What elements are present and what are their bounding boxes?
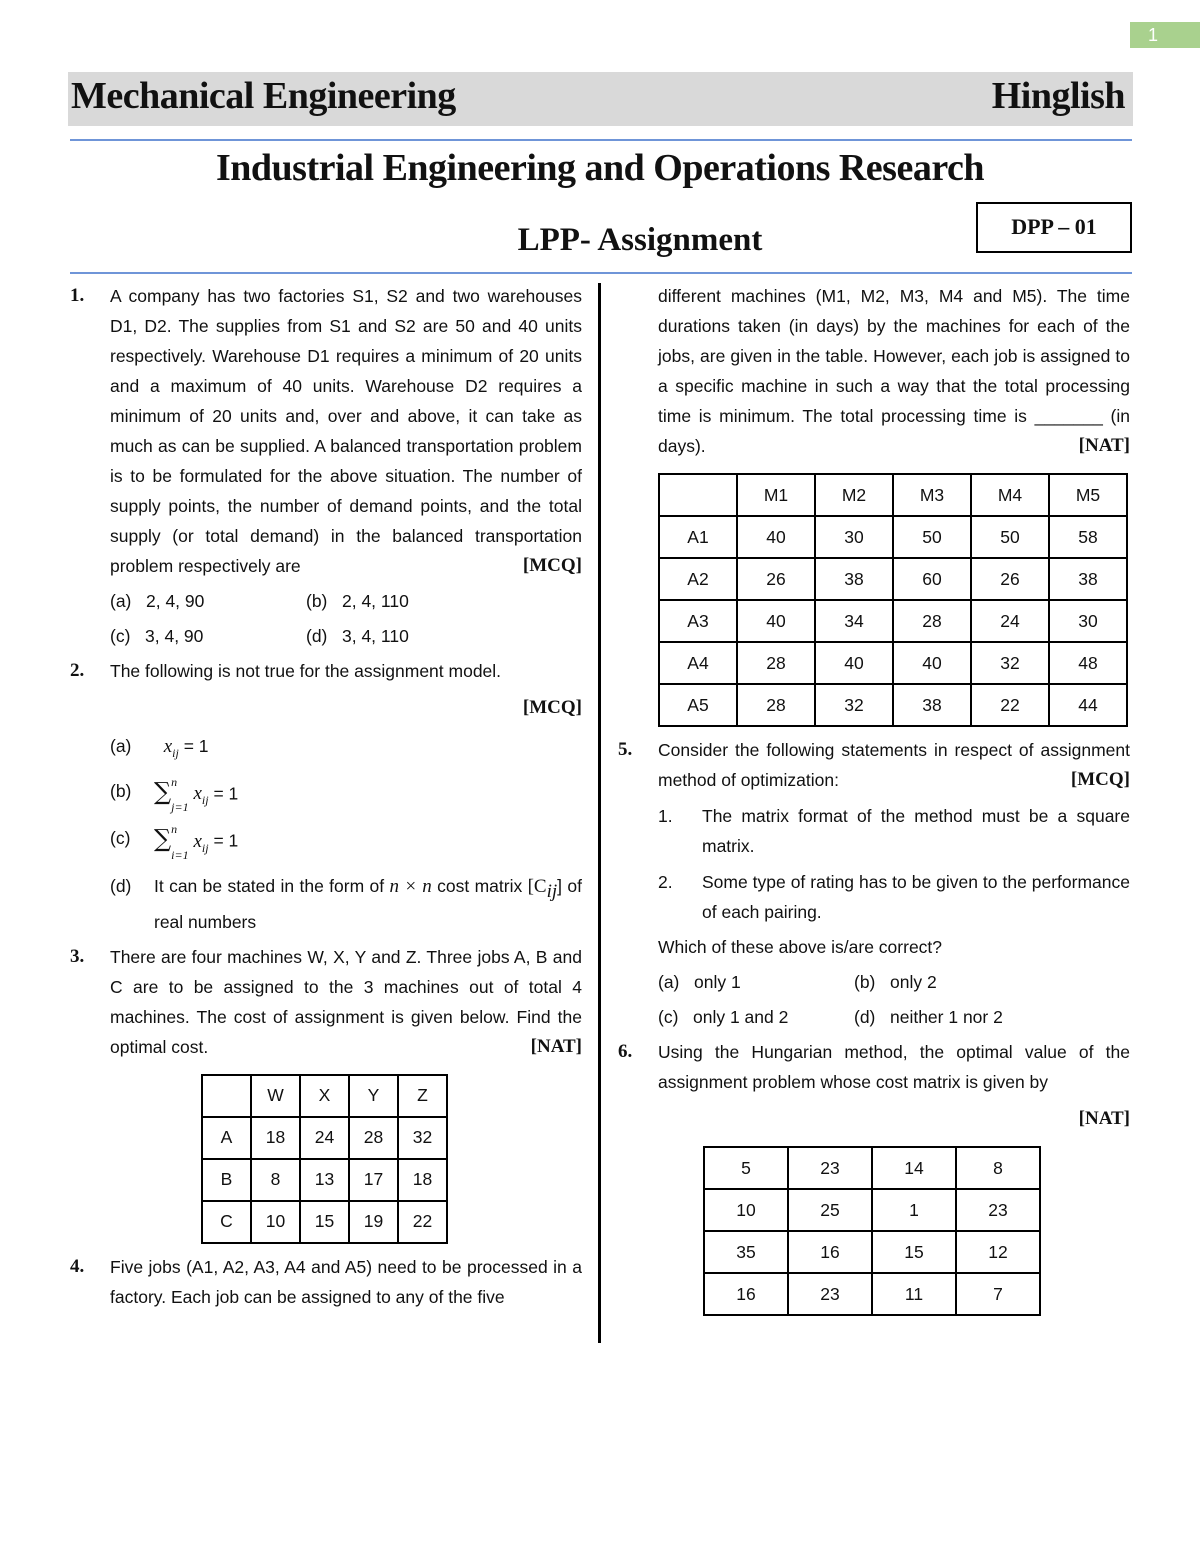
question-text: different machines (M1, M2, M3, M4 and M5). The time durations taken (in days) by the machines for each of the jobs, are given in the table. However, each job is assigned to a specific machine in such a way that the total processing time is minimum. The total processing time is _______ (in days).: [658, 286, 1130, 456]
question-type-tag: [NAT]: [1078, 435, 1130, 456]
question-2: [70, 656, 582, 937]
language-label: Hinglish: [991, 75, 1125, 117]
option-text: 3, 4, 90: [145, 626, 204, 646]
option-text: 2, 4, 90: [145, 591, 205, 611]
table-cell: 18: [251, 1117, 300, 1159]
column-divider: [598, 283, 601, 1343]
table-row: [659, 558, 1127, 600]
option-a[interactable]: [110, 731, 582, 768]
option-c[interactable]: [110, 823, 582, 862]
option-b[interactable]: [306, 586, 502, 616]
table-cell: 48: [1049, 642, 1127, 684]
table-cell: M5: [1049, 474, 1127, 516]
text: [C: [527, 875, 547, 897]
option-label: (a): [658, 972, 680, 992]
divider-line: [70, 139, 1132, 141]
question-number: 1.: [70, 285, 85, 306]
math-equals: = 1: [213, 830, 239, 851]
table-cell: 16: [788, 1231, 872, 1273]
question-number: 2.: [70, 660, 85, 681]
math-subscript: ij: [201, 793, 209, 808]
option-label: (b): [110, 780, 132, 801]
table-cell: 32: [971, 642, 1049, 684]
table-cell: 22: [398, 1201, 447, 1243]
sum-limits: [171, 776, 188, 814]
option-text: neither 1 nor 2: [889, 1007, 1003, 1027]
table-cell: B: [202, 1159, 251, 1201]
question-type-tag: [NAT]: [530, 1035, 582, 1057]
table-cell: 28: [737, 642, 815, 684]
math-subscript: ij: [201, 840, 209, 855]
table-cell: M4: [971, 474, 1049, 516]
question-number: 5.: [618, 739, 633, 760]
option-math-row: [154, 731, 209, 768]
table-cell: 18: [398, 1159, 447, 1201]
table-cell: [659, 474, 737, 516]
option-d[interactable]: [110, 871, 582, 937]
option-math: [193, 830, 209, 855]
statement-number: 1.: [658, 806, 673, 826]
option-label: (b): [306, 591, 328, 611]
table-cell: X: [300, 1075, 349, 1117]
table-cell: 23: [788, 1273, 872, 1315]
table-cell: M3: [893, 474, 971, 516]
table-cell: 16: [704, 1273, 788, 1315]
table-row: [659, 684, 1127, 726]
time-table-q4: [658, 473, 1128, 727]
table-row: [202, 1201, 447, 1243]
sum-upper: n: [171, 774, 178, 789]
option-math: [163, 736, 179, 760]
question-text: A company has two factories S1, S2 and two warehouses D1, D2. The supplies from S1 and S2 are 50 and 40 units respectively. Warehouse D1 requires a minimum of 20 units and a maximum of 40 units. Warehouse D2 requires a minimum of 20 units and, over and above, it can take as much as can be supplied. A balanced transportation problem is to be formulated for the above situation. The number of supply points, the number of demand points, and the total supply (or total demand) in the balanced transportation problem respectively are: [110, 286, 582, 576]
table-cell: 10: [251, 1201, 300, 1243]
table-cell: 17: [349, 1159, 398, 1201]
table-cell: M2: [815, 474, 893, 516]
table-cell: 34: [815, 600, 893, 642]
table-header-row: [659, 474, 1127, 516]
option-text: 2, 4, 110: [341, 591, 409, 611]
question-type-tag: [NAT]: [1078, 1108, 1130, 1129]
table-cell: A5: [659, 684, 737, 726]
option-text: 3, 4, 110: [341, 626, 409, 646]
question-body: [110, 281, 582, 581]
table-cell: 28: [349, 1117, 398, 1159]
left-column: [70, 281, 582, 1317]
sum-limits: [171, 823, 188, 861]
option-math-row: [154, 823, 238, 862]
options-row: [658, 967, 1130, 997]
math-equals: = 1: [183, 736, 209, 756]
subject-label: Mechanical Engineering: [71, 75, 456, 117]
option-c[interactable]: [658, 1002, 854, 1032]
cost-matrix-q6: [703, 1146, 1041, 1316]
question-number: 3.: [70, 945, 85, 967]
option-label: (c): [658, 1007, 679, 1027]
table-cell: 15: [872, 1231, 956, 1273]
question-1: [70, 281, 582, 651]
table-cell: 5: [704, 1147, 788, 1189]
table-cell: 38: [893, 684, 971, 726]
option-d[interactable]: [854, 1002, 1003, 1032]
math: [527, 875, 558, 902]
table-cell: 10: [704, 1189, 788, 1231]
sigma-symbol: ∑: [154, 777, 172, 806]
math-subscript: ij: [546, 880, 558, 902]
table-cell: 15: [300, 1201, 349, 1243]
table-cell: 30: [815, 516, 893, 558]
question-text: Consider the following statements in respect of assignment method of optimization:: [658, 740, 1130, 790]
option-a[interactable]: [110, 586, 306, 616]
math-var: x: [163, 736, 173, 757]
question-prompt: Which of these above is/are correct?: [658, 937, 943, 957]
statement-text: Some type of rating has to be given to the performance of each pairing.: [702, 872, 1130, 922]
question-4-continued: [618, 281, 1130, 727]
table-cell: 50: [971, 516, 1049, 558]
header-band: [68, 72, 1133, 126]
table-row: [659, 642, 1127, 684]
document-subtitle: LPP- Assignment: [517, 222, 763, 258]
table-cell: A3: [659, 600, 737, 642]
option-label: (a): [110, 736, 132, 756]
question-3: [70, 942, 582, 1244]
table-cell: 25: [788, 1189, 872, 1231]
table-cell: A: [202, 1117, 251, 1159]
options-row: [110, 621, 582, 651]
option-text: only 1 and 2: [693, 1007, 789, 1027]
table-cell: A2: [659, 558, 737, 600]
table-cell: Z: [398, 1075, 447, 1117]
question-text: Five jobs (A1, A2, A3, A4 and A5) need to be processed in a factory. Each job can be assigned to any of the five: [110, 1256, 582, 1307]
option-a[interactable]: [658, 967, 854, 997]
table-cell: 8: [251, 1159, 300, 1201]
table-cell: Y: [349, 1075, 398, 1117]
table-cell: 13: [300, 1159, 349, 1201]
question-text: Using the Hungarian method, the optimal value of the assignment problem whose cost matrix is given by: [658, 1042, 1130, 1092]
table-cell: 40: [737, 516, 815, 558]
table-cell: 40: [893, 642, 971, 684]
table-cell: 1: [872, 1189, 956, 1231]
sum-upper: n: [171, 822, 178, 837]
table-cell: 11: [872, 1273, 956, 1315]
table-row: [704, 1231, 1040, 1273]
question-type-tag: [MCQ]: [522, 697, 582, 718]
math-equals: = 1: [213, 783, 239, 804]
table-cell: 23: [956, 1189, 1040, 1231]
table-cell: [202, 1075, 251, 1117]
page-number: 1: [1130, 22, 1200, 48]
table-cell: 35: [704, 1231, 788, 1273]
statement-2: [658, 867, 1130, 927]
table-cell: 30: [1049, 600, 1127, 642]
option-label: (c): [110, 828, 131, 849]
table-cell: 8: [956, 1147, 1040, 1189]
option-math: [193, 783, 209, 808]
table-cell: 23: [788, 1147, 872, 1189]
right-column: [618, 281, 1130, 1324]
table-cell: 38: [815, 558, 893, 600]
question-4: [70, 1252, 582, 1312]
table-cell: 44: [1049, 684, 1127, 726]
table-cell: 28: [737, 684, 815, 726]
dpp-badge: DPP – 01: [976, 202, 1132, 253]
table-row: [704, 1273, 1040, 1315]
table-cell: 50: [893, 516, 971, 558]
question-body: [658, 281, 1130, 461]
table-row: [202, 1117, 447, 1159]
table-cell: 60: [893, 558, 971, 600]
options-row: [658, 1002, 1130, 1032]
sum-lower: i=1: [171, 847, 189, 862]
table-cell: 7: [956, 1273, 1040, 1315]
table-cell: 24: [971, 600, 1049, 642]
option-d[interactable]: [306, 621, 502, 651]
question-body: [658, 735, 1130, 795]
question-6: [618, 1037, 1130, 1316]
text: It can be stated in the form of: [154, 875, 385, 896]
question-type-tag: [MCQ]: [522, 555, 582, 576]
table-cell: 28: [893, 600, 971, 642]
table-cell: 14: [872, 1147, 956, 1189]
table-cell: 40: [815, 642, 893, 684]
table-row: [704, 1189, 1040, 1231]
math: n × n: [389, 875, 432, 897]
math-subscript: ij: [172, 745, 179, 760]
table-row: [659, 516, 1127, 558]
table-cell: 26: [737, 558, 815, 600]
cost-table-q3: [201, 1074, 448, 1244]
table-row: [704, 1147, 1040, 1189]
sum-lower: j=1: [171, 799, 189, 814]
sigma-symbol: ∑: [154, 824, 172, 853]
table-cell: 38: [1049, 558, 1127, 600]
table-header-row: [202, 1075, 447, 1117]
table-cell: 32: [398, 1117, 447, 1159]
option-label: (d): [306, 626, 328, 646]
option-label: (d): [854, 1007, 876, 1027]
document-title: Industrial Engineering and Operations Research: [215, 147, 985, 189]
option-b[interactable]: [854, 967, 937, 997]
divider-line: [70, 272, 1132, 274]
table-cell: 32: [815, 684, 893, 726]
question-number: 6.: [618, 1041, 633, 1062]
question-number: 4.: [70, 1255, 85, 1277]
question-type-tag: [MCQ]: [1070, 769, 1130, 790]
table-cell: C: [202, 1201, 251, 1243]
text: ] of real numbers: [154, 875, 582, 932]
options-row: [110, 586, 582, 616]
table-cell: W: [251, 1075, 300, 1117]
question-5: [618, 735, 1130, 1032]
table-row: [659, 600, 1127, 642]
option-b[interactable]: [110, 776, 582, 815]
option-label: (c): [110, 626, 131, 646]
option-text: only 1: [693, 972, 741, 992]
table-cell: M1: [737, 474, 815, 516]
table-cell: 12: [956, 1231, 1040, 1273]
table-cell: 58: [1049, 516, 1127, 558]
table-cell: 26: [971, 558, 1049, 600]
table-cell: A4: [659, 642, 737, 684]
question-body: [110, 942, 582, 1062]
option-c[interactable]: [110, 621, 306, 651]
table-row: [202, 1159, 447, 1201]
statement-number: 2.: [658, 872, 673, 892]
table-cell: 19: [349, 1201, 398, 1243]
option-label: (a): [110, 591, 132, 611]
statement-1: [658, 801, 1130, 861]
option-text: only 2: [889, 972, 937, 992]
math-var: x: [193, 783, 202, 805]
table-cell: 22: [971, 684, 1049, 726]
option-label: (d): [110, 875, 132, 896]
option-text: [154, 871, 582, 937]
option-label: (b): [854, 972, 876, 992]
table-cell: 40: [737, 600, 815, 642]
question-text: There are four machines W, X, Y and Z. Three jobs A, B and C are to be assigned to the 3 machines out of total 4 machines. The cost of assignment is given below. Find the optimal cost.: [110, 946, 582, 1057]
option-math-row: [154, 776, 238, 815]
statement-text: The matrix format of the method must be a square matrix.: [702, 806, 1130, 856]
question-text: The following is not true for the assignment model.: [110, 661, 502, 681]
table-cell: A1: [659, 516, 737, 558]
text: cost matrix: [437, 875, 523, 896]
table-cell: 24: [300, 1117, 349, 1159]
math-var: x: [193, 830, 202, 852]
